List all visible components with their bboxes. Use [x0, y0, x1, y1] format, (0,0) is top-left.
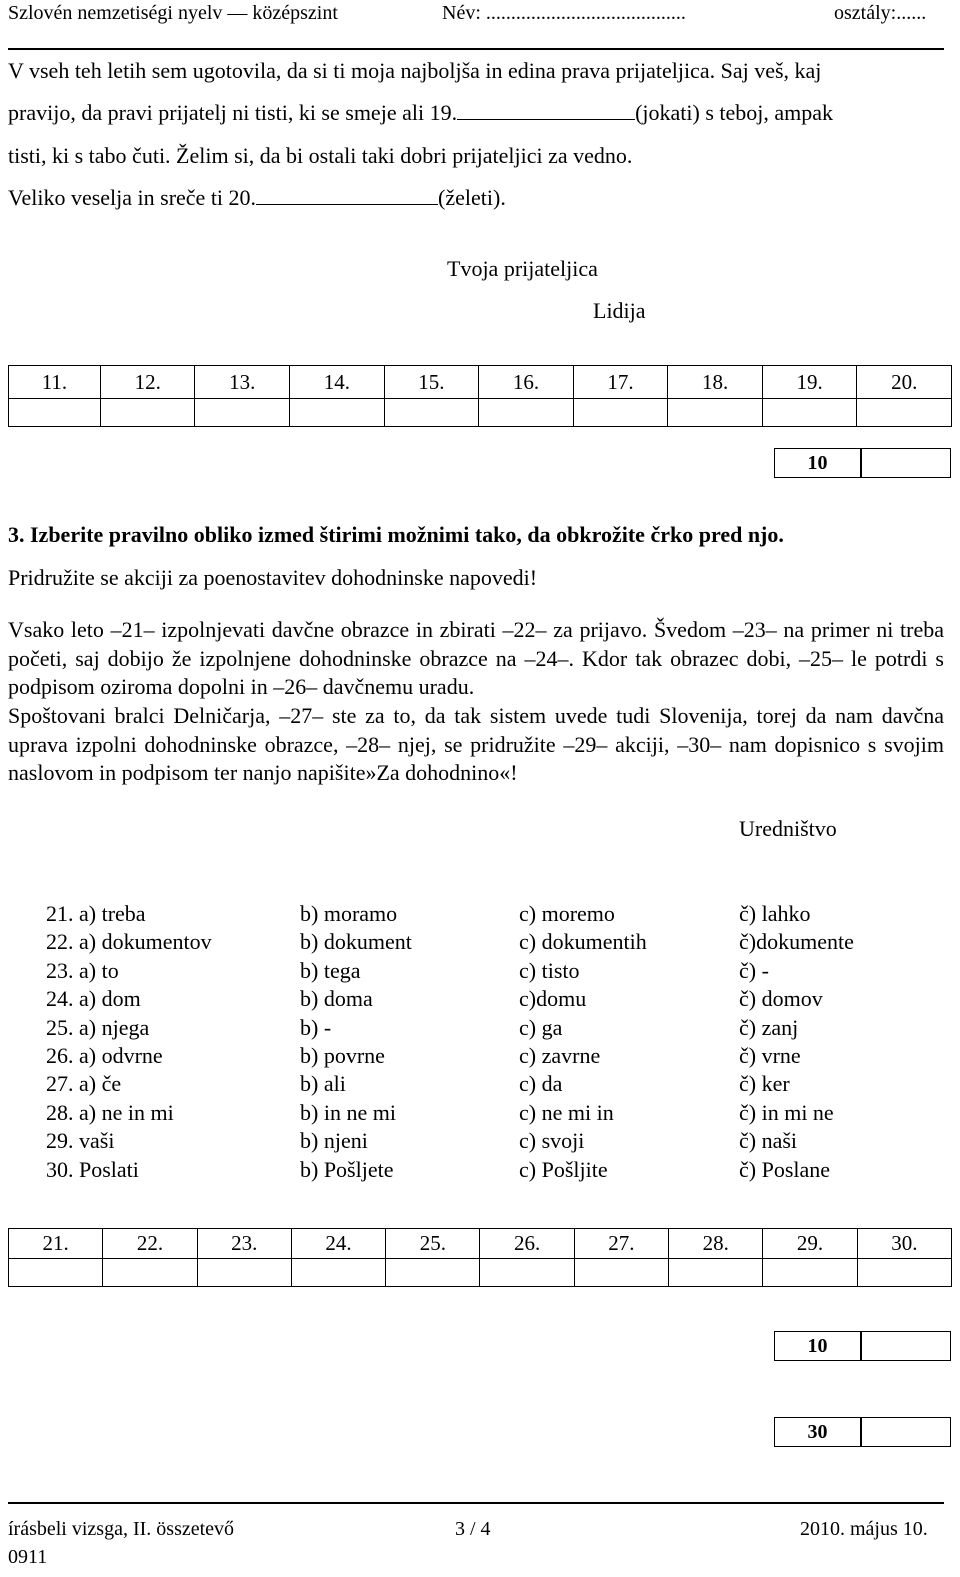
- option-25-a[interactable]: 25. a) njega: [46, 1014, 150, 1040]
- option-30-č[interactable]: č) Poslane: [739, 1156, 831, 1182]
- score-box-2: 10: [774, 1331, 861, 1361]
- answer-cell[interactable]: [573, 399, 668, 427]
- grid-cell-label: 27.: [574, 1229, 668, 1259]
- letter-line-4-start: Veliko veselja in sreče ti 20.: [8, 185, 257, 210]
- answer-cell[interactable]: [574, 1259, 668, 1287]
- option-23-b[interactable]: b) tega: [300, 957, 361, 983]
- option-22-b[interactable]: b) dokument: [300, 929, 412, 955]
- letter-line-4: [8, 185, 944, 211]
- task-3-intro: Pridružite se akciji za poenostavitev dohodninske napovedi!: [8, 565, 538, 590]
- option-28-a[interactable]: 28. a) ne in mi: [46, 1099, 174, 1125]
- grid-cell-label: 15.: [384, 366, 479, 399]
- option-24-c[interactable]: c)domu: [519, 986, 587, 1012]
- answer-cell[interactable]: [480, 1259, 574, 1287]
- answer-grid-21-30: [8, 1228, 952, 1287]
- footer-code: 0911: [8, 1546, 48, 1568]
- footer-date: 2010. május 10.: [800, 1518, 928, 1540]
- option-26-c[interactable]: c) zavrne: [519, 1043, 601, 1068]
- option-22-a[interactable]: 22. a) dokumentov: [46, 929, 212, 955]
- letter-closing: Tvoja prijateljica: [447, 256, 598, 281]
- grid-cell-label: 11.: [9, 366, 101, 399]
- option-22-č[interactable]: č)dokumente: [739, 929, 854, 955]
- grid-cell-label: 17.: [573, 366, 668, 399]
- option-29-a[interactable]: 29. vaši: [46, 1128, 115, 1154]
- option-23-č[interactable]: č) -: [739, 957, 769, 983]
- letter-signature: Lidija: [593, 298, 646, 323]
- grid-cell-label: 23.: [197, 1229, 291, 1259]
- name-field: Név: ........................................: [442, 2, 686, 24]
- answer-cell[interactable]: [195, 399, 290, 427]
- answer-grid-answer-row: [9, 399, 952, 427]
- answer-cell[interactable]: [857, 1259, 951, 1287]
- option-28-č[interactable]: č) in mi ne: [739, 1099, 834, 1125]
- answer-grid-answer-row: [9, 1259, 952, 1287]
- letter-line-2-start: pravijo, da pravi prijatelj ni tisti, ki se smeje ali 19.: [8, 100, 458, 125]
- class-field: osztály:......: [834, 2, 927, 24]
- blank-19[interactable]: [457, 101, 635, 120]
- letter-line-3: tisti, ki s tabo čuti. Želim si, da bi ostali taki dobri prijateljici za vedno.: [8, 143, 633, 168]
- grid-cell-label: 20.: [857, 366, 952, 399]
- header-rule: [8, 48, 944, 50]
- total-score-box: 30: [774, 1417, 861, 1447]
- option-29-c[interactable]: c) svoji: [519, 1128, 585, 1154]
- answer-cell[interactable]: [9, 399, 101, 427]
- footer-page-number: 3 / 4: [455, 1518, 491, 1540]
- total-score-box-empty[interactable]: [861, 1417, 951, 1447]
- grid-cell-label: 19.: [762, 366, 857, 399]
- answer-cell[interactable]: [103, 1259, 197, 1287]
- answer-cell[interactable]: [857, 399, 952, 427]
- option-25-č[interactable]: č) zanj: [739, 1014, 799, 1040]
- option-23-a[interactable]: 23. a) to: [46, 957, 119, 983]
- option-24-č[interactable]: č) domov: [739, 986, 823, 1012]
- option-24-b[interactable]: b) doma: [300, 986, 373, 1012]
- grid-cell-label: 25.: [386, 1229, 480, 1259]
- grid-cell-label: 24.: [291, 1229, 385, 1259]
- option-30-c[interactable]: c) Pošljite: [519, 1156, 608, 1182]
- letter-line-2-end: (jokati) s teboj, ampak: [635, 100, 834, 125]
- option-21-a[interactable]: 21. a) treba: [46, 901, 146, 926]
- option-27-č[interactable]: č) ker: [739, 1071, 790, 1097]
- answer-cell[interactable]: [762, 399, 857, 427]
- answer-cell[interactable]: [479, 399, 574, 427]
- letter-line-1: V vseh teh letih sem ugotovila, da si ti moja najboljša in edina prava prijateljica. Saj veš, kaj: [8, 58, 822, 83]
- grid-cell-label: 14.: [290, 366, 385, 399]
- option-21-c[interactable]: c) moremo: [519, 901, 615, 926]
- grid-cell-label: 12.: [100, 366, 195, 399]
- grid-cell-label: 21.: [9, 1229, 103, 1259]
- answer-cell[interactable]: [197, 1259, 291, 1287]
- grid-cell-label: 29.: [763, 1229, 857, 1259]
- option-30-a[interactable]: 30. Poslati: [46, 1156, 139, 1182]
- answer-cell[interactable]: [668, 399, 763, 427]
- option-21-b[interactable]: b) moramo: [300, 901, 398, 926]
- option-25-c[interactable]: c) ga: [519, 1014, 563, 1040]
- grid-cell-label: 13.: [195, 366, 290, 399]
- score-box-2-empty[interactable]: [861, 1331, 951, 1361]
- option-26-a[interactable]: 26. a) odvrne: [46, 1043, 163, 1068]
- blank-20[interactable]: [256, 186, 438, 205]
- answer-cell[interactable]: [291, 1259, 385, 1287]
- option-26-b[interactable]: b) povrne: [300, 1043, 385, 1068]
- answer-cell[interactable]: [763, 1259, 857, 1287]
- answer-cell[interactable]: [290, 399, 385, 427]
- grid-cell-label: 16.: [479, 366, 574, 399]
- option-27-b[interactable]: b) ali: [300, 1071, 346, 1097]
- option-28-c[interactable]: c) ne mi in: [519, 1099, 614, 1125]
- page-header: [8, 2, 944, 30]
- option-25-b[interactable]: b) -: [300, 1014, 332, 1040]
- option-26-č[interactable]: č) vrne: [739, 1043, 801, 1068]
- answer-grid-header-row: [9, 1229, 952, 1259]
- task-3-paragraph-2: Spoštovani bralci Delničarja, –27– ste za to, da tak sistem uvede tudi Slovenija, torej da nam davčna uprava izpolni dohodninske obrazce, –28– njej, se pridružite –29– akciji, –30– nam dopisnico s svojim naslovom in podpisom ter nanjo napišite»Za dohodnino«!: [8, 703, 944, 785]
- answer-cell[interactable]: [9, 1259, 103, 1287]
- option-23-c[interactable]: c) tisto: [519, 957, 580, 983]
- grid-cell-label: 26.: [480, 1229, 574, 1259]
- option-28-b[interactable]: b) in ne mi: [300, 1099, 396, 1125]
- score-box-1: 10: [774, 448, 861, 478]
- footer-exam-label: írásbeli vizsga, II. összetevő: [8, 1518, 235, 1540]
- score-box-1-empty[interactable]: [861, 448, 951, 478]
- task-3-paragraph-1: Vsako leto –21– izpolnjevati davčne obrazce in zbirati –22– za prijavo. Švedom –23– na primer ni treba početi, saj dobijo že izpolnjene dohodninske obrazce na –24–. Kdor tak obrazec dobi, –25– le potrdi s podpisom oziroma dopolni in –26– davčnemu uradu.: [8, 617, 944, 699]
- option-24-a[interactable]: 24. a) dom: [46, 986, 141, 1012]
- grid-cell-label: 18.: [668, 366, 763, 399]
- task-3-signature: Uredništvo: [739, 816, 837, 841]
- grid-cell-label: 28.: [669, 1229, 763, 1259]
- answer-grid-11-20: [8, 365, 952, 427]
- option-27-a[interactable]: 27. a) če: [46, 1071, 122, 1097]
- answer-cell[interactable]: [100, 399, 195, 427]
- option-27-c[interactable]: c) da: [519, 1071, 563, 1097]
- answer-grid-header-row: [9, 366, 952, 399]
- exam-title: Szlovén nemzetiségi nyelv — középszint: [8, 2, 338, 24]
- grid-cell-label: 30.: [857, 1229, 951, 1259]
- letter-line-2: [8, 100, 944, 126]
- option-30-b[interactable]: b) Pošljete: [300, 1156, 394, 1182]
- grid-cell-label: 22.: [103, 1229, 197, 1259]
- answer-cell[interactable]: [386, 1259, 480, 1287]
- option-21-č[interactable]: č) lahko: [739, 901, 811, 926]
- answer-cell[interactable]: [384, 399, 479, 427]
- option-22-c[interactable]: c) dokumentih: [519, 929, 647, 955]
- option-29-č[interactable]: č) naši: [739, 1128, 798, 1154]
- option-29-b[interactable]: b) njeni: [300, 1128, 368, 1154]
- footer-rule: [8, 1502, 944, 1504]
- answer-cell[interactable]: [669, 1259, 763, 1287]
- task-3-title: 3. Izberite pravilno obliko izmed štirimi možnimi tako, da obkrožite črko pred njo.: [8, 522, 784, 547]
- letter-line-4-end: (želeti).: [438, 185, 506, 210]
